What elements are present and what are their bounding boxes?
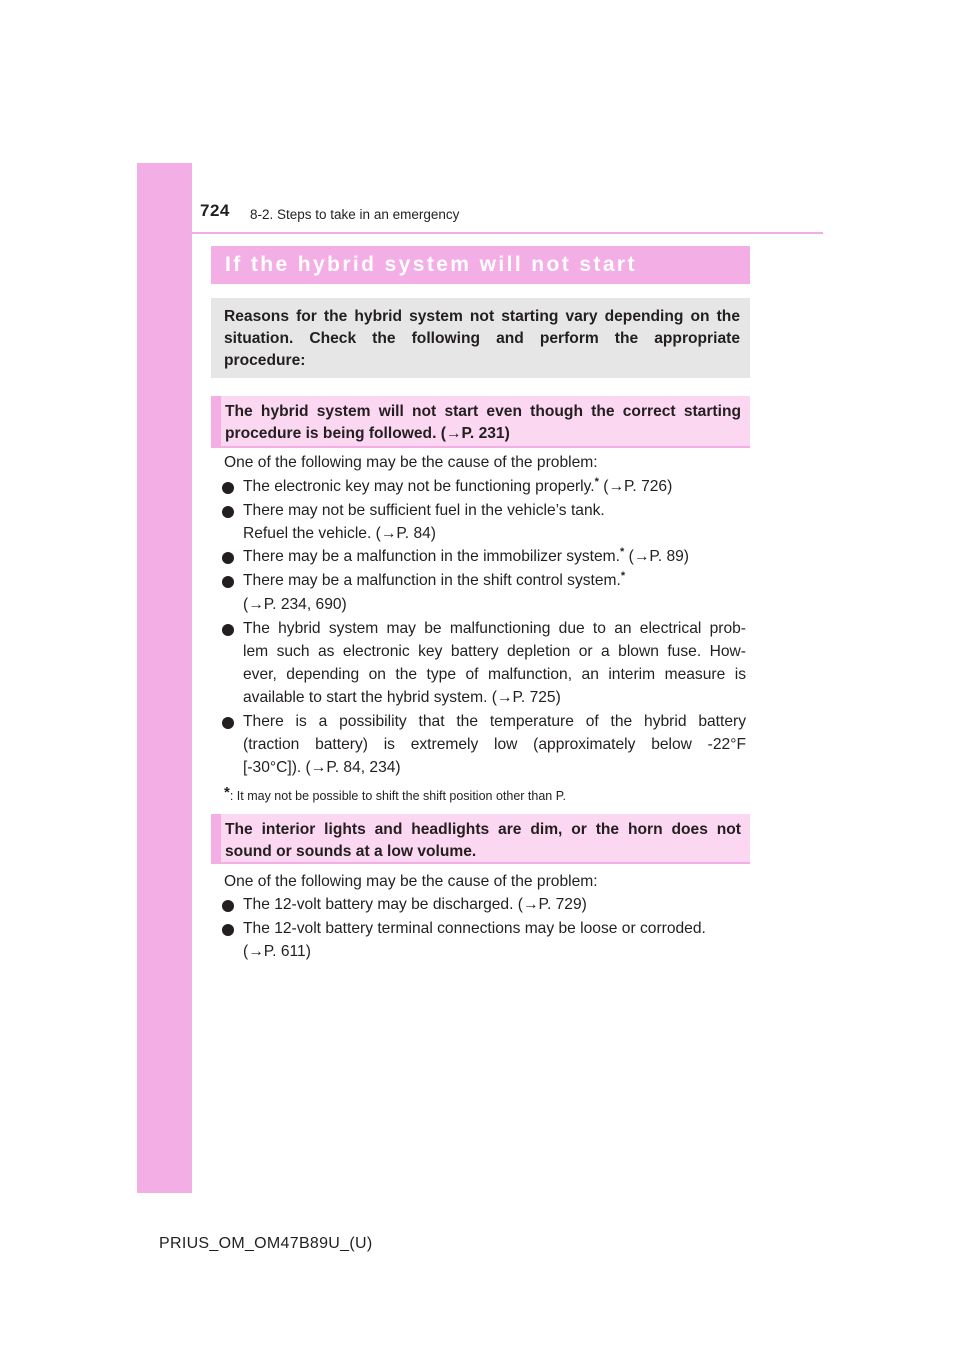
- list-item-continuation: available to start the hybrid system. (→P. 725): [243, 689, 561, 706]
- list-item: There may not be sufficient fuel in the vehicle’s tank.: [222, 500, 746, 522]
- bullet-icon: [222, 552, 234, 564]
- section-title: 8-2. Steps to take in an emergency: [250, 207, 460, 222]
- list-item: The hybrid system may be malfunctioning due to an electrical prob-: [222, 618, 746, 640]
- footnote: *: It may not be possible to shift the shift position other than P.: [224, 784, 566, 803]
- asterisk-mark: *: [594, 475, 599, 488]
- bullet-icon: [222, 506, 234, 518]
- bullet-icon: [222, 924, 234, 936]
- header-divider: [192, 232, 823, 234]
- chapter-side-tab: [137, 163, 192, 1193]
- bullet-icon: [222, 482, 234, 494]
- list-item: The 12-volt battery terminal connections may be loose or corroded.: [222, 918, 746, 940]
- main-title-bar: [211, 246, 750, 284]
- list-item: There may be a malfunction in the immobilizer system.* (→P. 89): [222, 546, 746, 568]
- asterisk-mark: *: [224, 784, 230, 801]
- subheading-text: The interior lights and headlights are dim, or the horn does not sound or sounds at a low volume.: [225, 821, 741, 860]
- bullet-icon: [222, 900, 234, 912]
- subheading-dim-lights: [211, 814, 750, 864]
- list-item: There is a possibility that the temperature of the hybrid battery: [222, 711, 746, 733]
- list-item-continuation: (→P. 611): [243, 943, 311, 960]
- page-number: 724: [200, 201, 230, 220]
- list-item-continuation: (traction battery) is extremely low (approximately below -22°F: [243, 736, 746, 753]
- cause-intro: One of the following may be the cause of the problem:: [224, 454, 598, 471]
- intro-box: [211, 298, 750, 378]
- cause-intro: One of the following may be the cause of the problem:: [224, 873, 598, 890]
- subheading-text: The hybrid system will not start even though the correct starting procedure is being followed. (→P. 231): [225, 403, 741, 442]
- list-item-continuation: (→P. 234, 690): [243, 596, 347, 613]
- list-item-continuation: lem such as electronic key battery depletion or a blown fuse. How-: [243, 643, 746, 660]
- bullet-icon: [222, 624, 234, 636]
- bullet-icon: [222, 576, 234, 588]
- list-item: There may be a malfunction in the shift control system.*: [222, 570, 746, 592]
- page-title: If the hybrid system will not start: [225, 253, 637, 276]
- asterisk-mark: *: [620, 569, 626, 582]
- list-item-continuation: [-30°C]). (→P. 84, 234): [243, 759, 401, 776]
- list-item: The electronic key may not be functioning properly.* (→P. 726): [222, 476, 746, 498]
- subheading-no-start: [211, 396, 750, 448]
- list-item-continuation: ever, depending on the type of malfunction, an interim measure is: [243, 666, 746, 683]
- list-item: The 12-volt battery may be discharged. (→P. 729): [222, 894, 746, 916]
- bullet-icon: [222, 717, 234, 729]
- asterisk-mark: *: [620, 545, 625, 558]
- document-code-footer: PRIUS_OM_OM47B89U_(U): [159, 1235, 373, 1252]
- list-item-continuation: Refuel the vehicle. (→P. 84): [243, 525, 437, 542]
- intro-text: Reasons for the hybrid system not starting vary depending on the situation. Check the following and perform the appropriate procedure:: [224, 308, 740, 369]
